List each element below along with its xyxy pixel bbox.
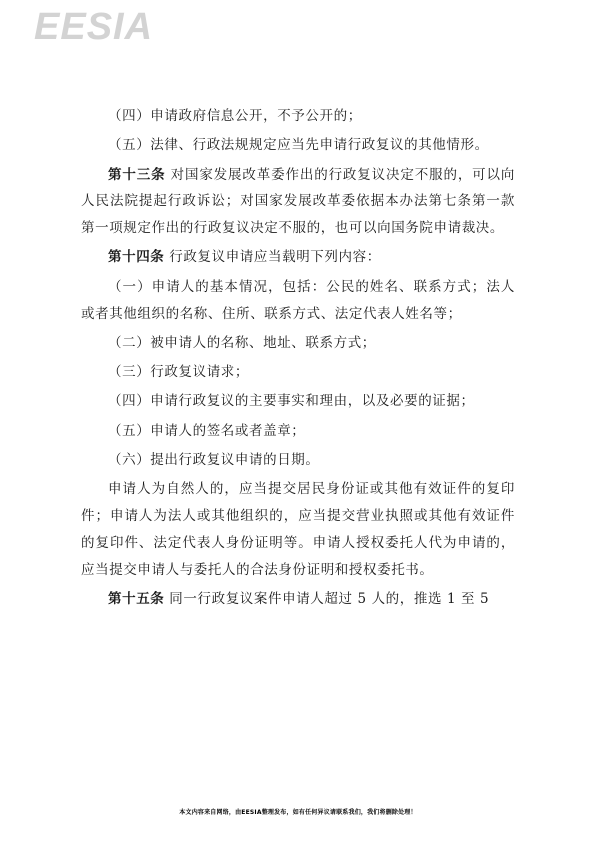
paragraph-text: （五）法律、行政法规规定应当先申请行政复议的其他情形。 <box>108 137 489 154</box>
list-item-1 <box>81 274 515 328</box>
eesia-logo: EESIA <box>34 6 154 48</box>
article-label: 第十四条 <box>108 249 165 266</box>
paragraph-text: 申请人为自然人的，应当提交居民身份证或其他有效证件的复印件；申请人为法人或其他组织的，应当提交营业执照或其他有效证件的复印件、法定代表人身份证明等。申请人授权委托人代为申请的，应当提交申请人与委托人的合法身份证明和授权委托书。 <box>81 481 515 578</box>
paragraph-text: （四）申请行政复议的主要事实和理由，以及必要的证据； <box>108 393 475 410</box>
paragraph-text: （一）申请人的基本情况，包括：公民的姓名、联系方式；法人或者其他组织的名称、住所、联系方式、法定代表人姓名等； <box>81 278 515 322</box>
paragraph-text: （二）被申请人的名称、地址、联系方式； <box>108 334 376 351</box>
document-body <box>81 103 515 615</box>
paragraph-text: 对国家发展改革委作出的行政复议决定不服的，可以向人民法院提起行政诉讼；对国家发展改革委依据本办法第七条第一款第一项规定作出的行政复议决定不服的，也可以向国务院申请裁决。 <box>81 166 515 237</box>
submission-requirements <box>81 476 515 583</box>
list-item-2 <box>81 330 515 357</box>
article-14 <box>81 244 515 271</box>
article-label: 第十三条 <box>108 166 166 183</box>
article-15 <box>81 586 515 613</box>
paragraph-text: （四）申请政府信息公开，不予公开的； <box>108 108 362 124</box>
paragraph-1 <box>81 103 515 130</box>
paragraph-text: 同一行政复议案件申请人超过 5 人的，推选 1 至 5 <box>164 591 490 608</box>
paragraph-text: （三）行政复议请求； <box>108 364 249 381</box>
paragraph-2 <box>81 132 515 159</box>
list-item-4 <box>81 388 515 415</box>
article-13 <box>81 162 515 242</box>
paragraph-text: 行政复议申请应当载明下列内容： <box>164 249 381 266</box>
paragraph-text: （五）申请人的签名或者盖章； <box>108 422 306 439</box>
paragraph-text: （六）提出行政复议申请的日期。 <box>108 452 320 469</box>
list-item-3 <box>81 359 515 386</box>
list-item-6 <box>81 447 515 474</box>
article-label: 第十五条 <box>108 591 165 608</box>
list-item-5 <box>81 418 515 445</box>
footer-disclaimer: 本文内容来自网络，由EESIA整理发布，如有任何异议请联系我们，我们将删除处理！ <box>179 809 417 816</box>
